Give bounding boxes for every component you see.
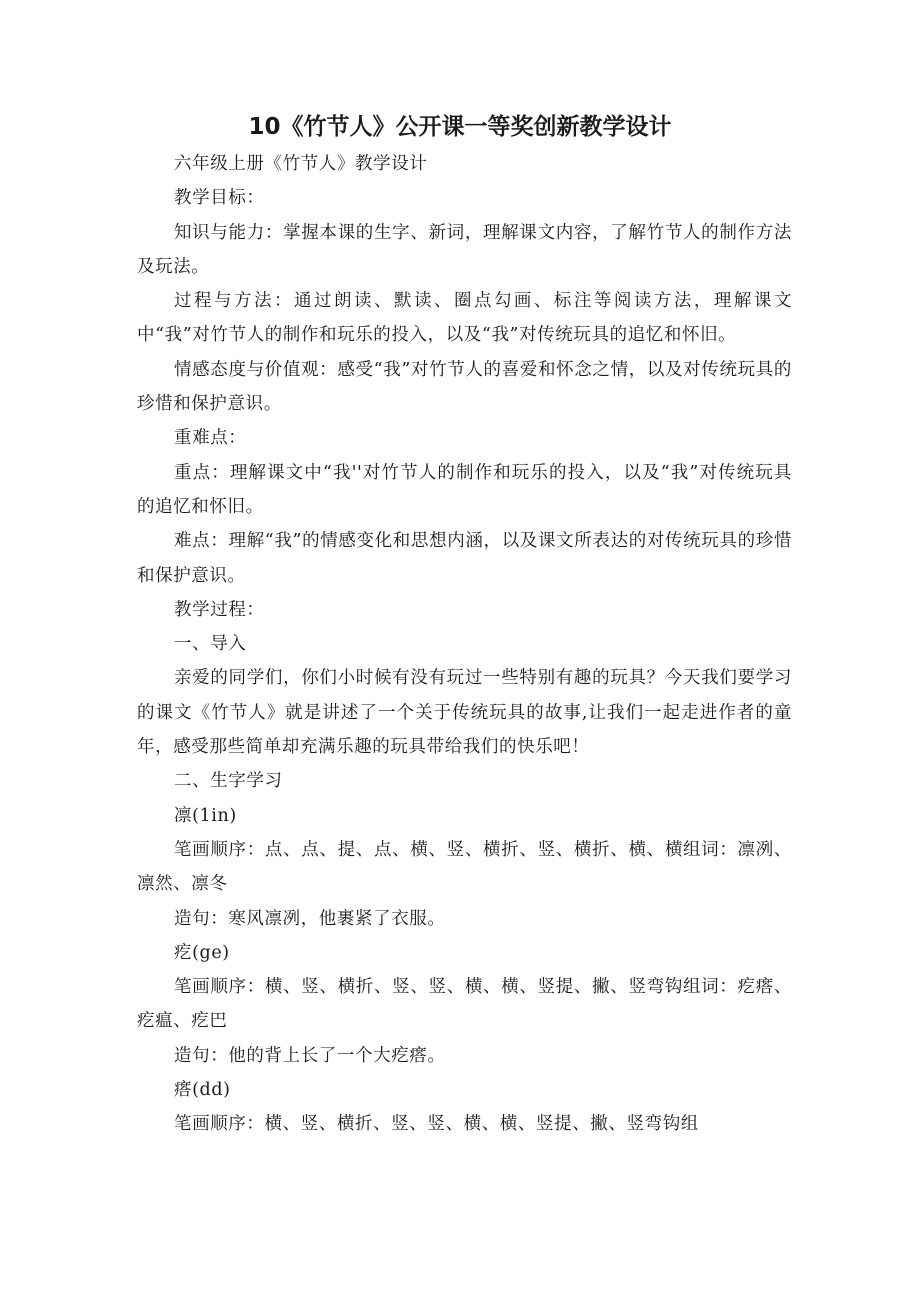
paragraph-char-da: 瘩(dd) <box>174 1080 231 1101</box>
paragraph-char-lin-sentence: 造句：寒风凛冽，他裹紧了衣服。 <box>174 908 446 929</box>
paragraph-knowledge-ability: 知识与能力：掌握本课的生字、新词，理解课文内容，了解竹节人的制作方法及玩法。 <box>137 222 792 277</box>
paragraph-char-ge-strokes: 笔画顺序：横、竖、横折、竖、竖、横、横、竖提、撇、竖弯钩组词：疙瘩、疙瘟、疙巴 <box>137 977 792 1032</box>
paragraph-char-ge: 疙(ge) <box>174 942 230 963</box>
paragraph-emotion-values: 情感态度与价值观：感受“我”对竹节人的喜爱和怀念之情，以及对传统玩具的珍惜和保护意识。 <box>137 359 792 415</box>
paragraph-char-ge-sentence: 造句：他的背上长了一个大疙瘩。 <box>174 1045 446 1066</box>
document-title: 10《竹节人》公开课一等奖创新教学设计 <box>248 114 672 140</box>
paragraph-char-lin-strokes: 笔画顺序：点、点、提、点、横、竖、横折、竖、横折、横、横组词：凛冽、凛然、凛冬 <box>137 839 792 895</box>
paragraph-intro-text: 亲爱的同学们，你们小时候有没有玩过一些特别有趣的玩具？今天我们要学习的课文《竹节人》就是讲述了一个关于传统玩具的故事,让我们一起走进作者的童年，感受那些简单却充满乐趣的玩具带给我们的快乐吧！ <box>137 668 792 758</box>
document-body <box>137 147 792 1142</box>
paragraph-section-intro: 一、导入 <box>174 634 247 655</box>
paragraph-key-difficult-heading: 重难点： <box>174 428 247 449</box>
paragraph-key-point: 重点：理解课文中“我''对竹节人的制作和玩乐的投入，以及“我”对传统玩具的追忆和怀旧。 <box>137 462 792 517</box>
paragraph-grade-title: 六年级上册《竹节人》教学设计 <box>174 154 428 174</box>
paragraph-char-lin: 凛(1in) <box>174 805 237 826</box>
paragraph-difficult-point: 难点：理解“我”的情感变化和思想内涵，以及课文所表达的对传统玩具的珍惜和保护意识。 <box>137 531 792 586</box>
paragraph-objectives-heading: 教学目标： <box>174 188 265 209</box>
paragraph-char-da-strokes: 笔画顺序：横、竖、横折、竖、竖、横、横、竖提、撇、竖弯钩组 <box>174 1114 699 1135</box>
paragraph-section-characters: 二、生字学习 <box>174 771 283 792</box>
paragraph-process-heading: 教学过程： <box>174 599 265 620</box>
paragraph-process-method: 过程与方法：通过朗读、默读、圈点勾画、标注等阅读方法，理解课文中“我”对竹节人的制作和玩乐的投入，以及“我”对传统玩具的追忆和怀旧。 <box>137 291 792 346</box>
